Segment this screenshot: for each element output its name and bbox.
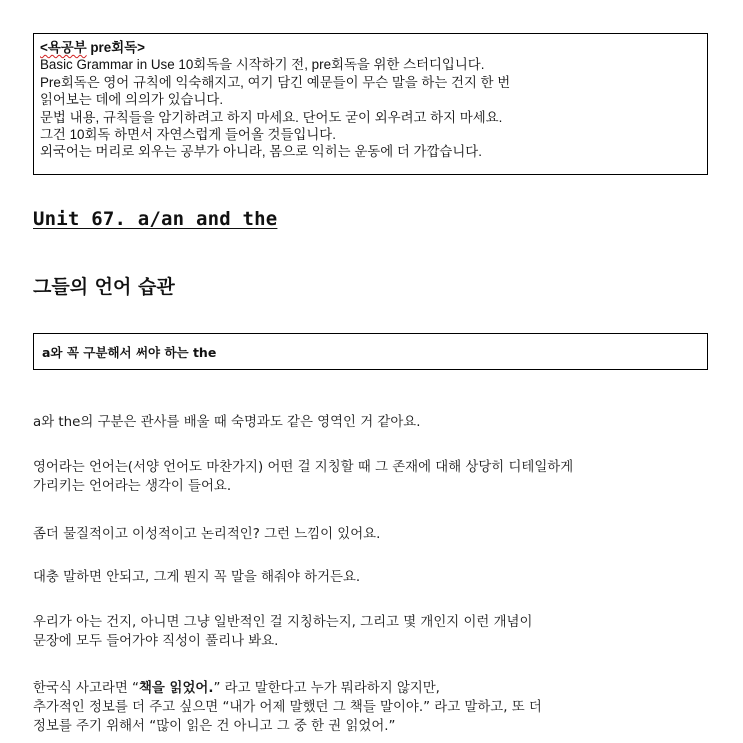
intro-line: Basic Grammar in Use 10회독을 시작하기 전, pre회독을 위한 스터디입니다.	[40, 57, 485, 73]
paragraph-line: 대충 말하면 안되고, 그게 뭔지 꼭 말을 해줘야 하거든요.	[33, 570, 361, 585]
intro-line: Pre회독은 영어 규칙에 익숙해지고, 여기 담긴 예문들이 무슨 말을 하는 건지 한 번	[40, 74, 511, 90]
paragraph-6	[33, 679, 723, 736]
text-run: 한국식 사고라면 “	[33, 681, 139, 696]
intro-line: 문법 내용, 규칙들을 암기하려고 하지 마세요. 단어도 굳이 외우려고 하지 마세요.	[40, 109, 503, 125]
paragraph-line: a와 the의 구분은 관사를 배울 때 숙명과도 같은 영역인 거 같아요.	[33, 415, 421, 430]
paragraph-line: 문장에 모두 들어가야 직성이 풀리나 봐요.	[33, 634, 279, 649]
paragraph-line: 가리키는 언어라는 생각이 들어요.	[33, 479, 232, 494]
unit-title: Unit 67. a/an and the	[33, 208, 278, 230]
paragraph-5	[33, 613, 723, 651]
paragraph-line: 정보를 주기 위해서 “많이 읽은 건 아니고 그 중 한 권 읽었어.”	[33, 719, 396, 734]
intro-title-spellcheck-word: <욕공부	[40, 40, 87, 55]
intro-title	[40, 39, 701, 56]
paragraph-line: 추가적인 정보를 더 주고 싶으면 “내가 어제 말했던 그 책들 말이야.” 라고 말하고, 또 더	[33, 700, 542, 715]
paragraph-line: 좀더 물질적이고 이성적이고 논리적인? 그런 느낌이 있어요.	[33, 527, 381, 542]
subsection-title: a와 꼭 구분해서 써야 하는 the	[42, 345, 217, 360]
paragraph-3	[33, 525, 723, 544]
bold-quote: 책을 읽었어.	[139, 681, 214, 696]
paragraph-2	[33, 458, 723, 496]
paragraph-line: 영어라는 언어는(서양 언어도 마찬가지) 어떤 걸 지칭할 때 그 존재에 대해 상당히 디테일하게	[33, 460, 574, 475]
paragraph-line	[33, 679, 723, 698]
intro-line: 그건 10회독 하면서 자연스럽게 들어올 것들입니다.	[40, 127, 336, 143]
intro-title-rest: pre회독>	[86, 40, 145, 55]
section-title: 그들의 언어 습관	[33, 276, 175, 298]
paragraph-line: 우리가 아는 건지, 아니면 그냥 일반적인 걸 지칭하는지, 그리고 몇 개인지 이런 개념이	[33, 615, 533, 630]
intro-line: 읽어보는 데에 의의가 있습니다.	[40, 92, 224, 108]
subsection-box	[33, 333, 708, 370]
intro-line: 외국어는 머리로 외우는 공부가 아니라, 몸으로 익히는 운동에 더 가깝습니다.	[40, 144, 482, 160]
text-run: ” 라고 말한다고 누가 뭐라하지 않지만,	[213, 681, 440, 696]
paragraph-1	[33, 413, 723, 432]
intro-box	[33, 33, 708, 175]
paragraph-4	[33, 568, 723, 587]
